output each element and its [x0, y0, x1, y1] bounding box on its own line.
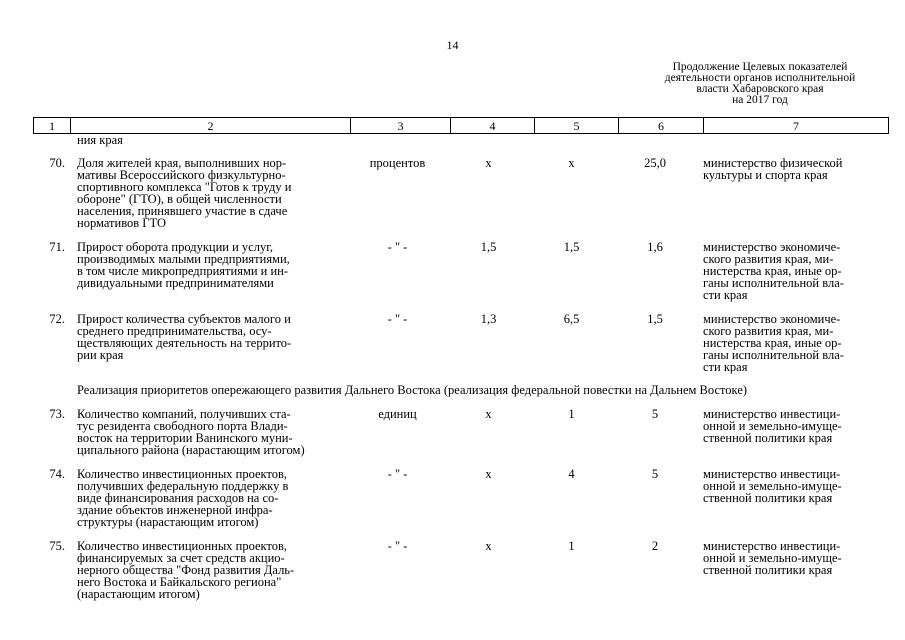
- indicator-name: Количество инвестиционных проектов, финансируемых за счет средств акцио- нерного общества "Фонд развития Даль- него Востока и Байкальского региона" (нарастающим итогом): [77, 539, 295, 601]
- responsible-body: министерство инвестици- онной и земельно-имуще- ственной политики края: [703, 539, 842, 577]
- responsible-body: министерство физической культуры и спорта края: [703, 156, 843, 182]
- unit-of-measure: - " -: [387, 467, 408, 481]
- table-row: [33, 408, 881, 468]
- value-col-4: х: [485, 467, 492, 481]
- row-number: 74.: [49, 467, 65, 481]
- column-header-4: 4: [451, 118, 535, 134]
- unit-of-measure: - " -: [387, 539, 408, 553]
- value-col-5: х: [568, 156, 575, 170]
- unit-of-measure: - " -: [387, 240, 408, 254]
- column-header-1: 1: [34, 118, 71, 134]
- continuation-note: [640, 62, 880, 106]
- carryover-row: [33, 134, 881, 146]
- value-col-6: 5: [651, 407, 659, 421]
- table-row: [33, 241, 881, 313]
- responsible-body: министерство инвестици- онной и земельно-имуще- ственной политики края: [703, 467, 842, 505]
- value-col-5: 1,5: [563, 240, 580, 254]
- indicator-name: Прирост оборота продукции и услуг, производимых малыми предприятиями, в том числе микропредприятиями и ин- дивидуальными предпринимателями: [77, 240, 290, 290]
- value-col-5: 6,5: [563, 312, 580, 326]
- responsible-body: министерство экономиче- ского развития края, ми- нистерства края, иные ор- ганы исполнительной вла- сти края: [703, 240, 844, 302]
- value-col-6: 1,6: [647, 240, 663, 254]
- table-row: [33, 313, 881, 384]
- value-col-5: 1: [568, 407, 575, 421]
- row-number: 72.: [49, 312, 65, 326]
- unit-of-measure: процентов: [369, 156, 426, 170]
- unit-of-measure: - " -: [387, 312, 408, 326]
- continuation-line-3: власти Хабаровского края: [696, 83, 824, 95]
- column-header-3: 3: [351, 118, 451, 134]
- row-number: 71.: [49, 240, 65, 254]
- page-number: 14: [446, 38, 459, 52]
- continuation-line-1: Продолжение Целевых показателей: [672, 61, 848, 73]
- section-row: [33, 384, 881, 408]
- indicator-name: Количество компаний, получивших ста- тус резидента свободного порта Влади- восток на территории Ванинского муни- ципального района (нарастающим итогом): [77, 407, 305, 457]
- column-header-table: [33, 117, 889, 134]
- value-col-5: 1: [568, 539, 575, 553]
- value-col-4: х: [485, 539, 492, 553]
- continuation-line-2: деятельности органов исполнительной: [664, 72, 856, 84]
- continuation-line-4: на 2017 год: [732, 94, 788, 106]
- indicator-name: Доля жителей края, выполнивших нор- мативы Всероссийского физкультурно- спортивного комплекса "Готов к труду и обороне" (ГТО), в общей численности населения, принявшего участие в сдаче нормативов ГТО: [77, 156, 292, 230]
- column-header-5: 5: [535, 118, 619, 134]
- indicator-name: Количество инвестиционных проектов, получивших федеральную поддержку в виде финансирования расходов на со- здание объектов инженерной инфра- структуры (нарастающим итогом): [77, 467, 289, 529]
- value-col-4: х: [485, 156, 492, 170]
- value-col-6: 25,0: [644, 156, 666, 170]
- column-header-6: 6: [619, 118, 704, 134]
- table-row: [33, 468, 881, 540]
- value-col-5: 4: [568, 467, 575, 481]
- unit-of-measure: единиц: [378, 407, 417, 421]
- value-col-6: 5: [651, 467, 659, 481]
- value-col-4: 1,3: [480, 312, 497, 326]
- value-col-4: х: [485, 407, 492, 421]
- responsible-body: министерство экономиче- ского развития края, ми- нистерства края, иные ор- ганы исполнительной вла- сти края: [703, 312, 844, 374]
- row-number: 73.: [49, 407, 65, 421]
- value-col-6: 1,5: [647, 312, 663, 326]
- table-row: [33, 157, 881, 241]
- column-header-2: 2: [71, 118, 351, 134]
- table-row: [33, 540, 881, 602]
- row-number: 70.: [49, 156, 65, 170]
- column-header-7: 7: [704, 118, 889, 134]
- value-col-4: 1,5: [480, 240, 497, 254]
- section-title: Реализация приоритетов опережающего развития Дальнего Востока (реализация федеральной повестки на Дальнем Востоке): [77, 383, 748, 397]
- carryover-text: ния края: [77, 133, 123, 147]
- row-number: 75.: [49, 539, 65, 553]
- responsible-body: министерство инвестици- онной и земельно-имуще- ственной политики края: [703, 407, 842, 445]
- indicator-name: Прирост количества субъектов малого и среднего предпринимательства, осу- ществляющих деятельность на террито- рии края: [77, 312, 292, 362]
- value-col-6: 2: [651, 539, 659, 553]
- indicators-table: [33, 134, 881, 602]
- column-header-row: [34, 118, 889, 134]
